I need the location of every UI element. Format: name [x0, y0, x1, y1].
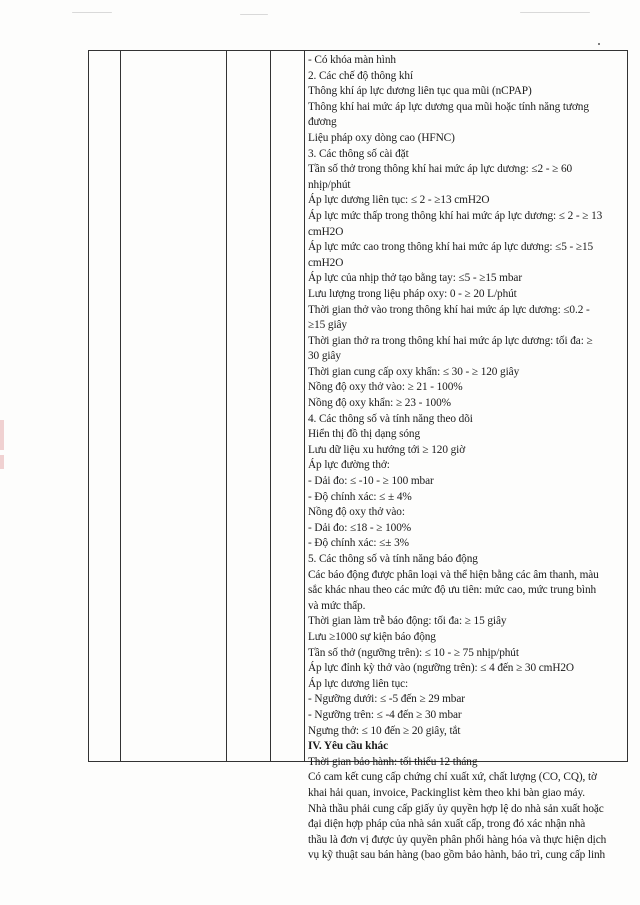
spec-line: cmH2O [308, 225, 344, 238]
spec-line: Tần số thở (ngưỡng trên): ≤ 10 - ≥ 75 nhịp/phút [308, 646, 519, 659]
spec-line: Thời gian bảo hành: tối thiểu 12 tháng [308, 755, 478, 768]
spec-line: sắc khác nhau theo các mức độ ưu tiên: mức cao, mức trung bình [308, 584, 597, 597]
spec-line: - Có khóa màn hình [308, 54, 396, 66]
spec-line: 4. Các thông số và tính năng theo dõi [308, 412, 473, 425]
spec-line: Thời gian làm trễ báo động: tối đa: ≥ 15 giây [308, 615, 507, 628]
spec-line: 30 giây [308, 350, 341, 363]
spec-line: Áp lực dương liên tục: [308, 677, 409, 690]
spec-line: cmH2O [308, 256, 344, 269]
spec-line: Áp lực đỉnh kỳ thở vào (ngưỡng trên): ≤ 4 đến ≥ 30 cmH2O [308, 662, 574, 675]
spec-line: 5. Các thông số và tính năng báo động [308, 553, 478, 565]
spec-line: đại diện hợp pháp của nhà sản xuất cấp, trong đó xác nhận nhà [308, 818, 586, 831]
spec-line: và mức thấp. [308, 599, 366, 612]
spec-line: Thông khí áp lực dương liên tục qua mũi (nCPAP) [308, 85, 532, 98]
column-divider [120, 51, 121, 761]
spec-line: Nồng độ oxy khẩn: ≥ 23 - 100% [308, 397, 451, 410]
scan-mark [520, 12, 590, 13]
spec-line: thầu là đơn vị được ủy quyền phân phối hàng hóa và thực hiện dịch [308, 833, 607, 846]
spec-table [88, 50, 628, 862]
scan-mark [72, 12, 112, 13]
spec-line: Liệu pháp oxy dòng cao (HFNC) [308, 131, 455, 144]
spec-line: Lưu dữ liệu xu hướng tới ≥ 120 giờ [308, 443, 466, 456]
spec-line: khai hải quan, invoice, Packinglist kèm theo khi bàn giao máy. [308, 786, 585, 799]
spec-line: Thời gian thở vào trong thông khí hai mức áp lực dương: ≤0.2 - [308, 303, 590, 316]
scan-mark [240, 14, 268, 15]
spec-line: Nồng độ oxy thở vào: ≥ 21 - 100% [308, 381, 463, 394]
scan-mark [598, 43, 600, 45]
column-divider [270, 51, 271, 761]
column-divider [226, 51, 227, 761]
spec-line: nhịp/phút [308, 178, 351, 191]
spec-line: Thời gian thở ra trong thông khí hai mức áp lực dương: tối đa: ≥ [308, 334, 593, 347]
spec-line: 2. Các chế độ thông khí [308, 69, 413, 82]
spec-line: Áp lực mức thấp trong thông khí hai mức áp lực dương: ≤ 2 - ≥ 13 [308, 209, 603, 222]
spec-line: Hiển thị đồ thị dạng sóng [308, 428, 421, 441]
spec-line: 3. Các thông số cài đặt [308, 147, 409, 160]
spec-line: Lưu ≥1000 sự kiện báo động [308, 630, 436, 643]
spec-line: vụ kỹ thuật sau bán hàng (bao gồm bảo hành, bảo trì, cung cấp linh [308, 849, 606, 862]
spec-line: Lưu lượng trong liệu pháp oxy: 0 - ≥ 20 L/phút [308, 287, 517, 300]
spec-line: Ngưng thở: ≤ 10 đến ≥ 20 giây, tắt [308, 724, 461, 737]
spec-line: - Ngưỡng trên: ≤ -4 đến ≥ 30 mbar [308, 708, 462, 721]
spec-line: - Độ chính xác: ≤± 3% [308, 537, 409, 550]
scan-stain [0, 420, 4, 450]
spec-line: - Ngưỡng dưới: ≤ -5 đến ≥ 29 mbar [308, 693, 465, 706]
spec-line: Áp lực của nhịp thở tạo bằng tay: ≤5 - ≥15 mbar [308, 272, 522, 285]
spec-line: - Dải đo: ≤18 - ≥ 100% [308, 521, 412, 534]
column-divider [304, 51, 305, 761]
spec-line: Áp lực mức cao trong thông khí hai mức áp lực dương: ≤5 - ≥15 [308, 241, 594, 254]
spec-line: Nồng độ oxy thở vào: [308, 506, 405, 519]
spec-line: - Dải đo: ≤ -10 - ≥ 100 mbar [308, 475, 434, 488]
spec-line: Thông khí hai mức áp lực dương qua mũi hoặc tính năng tương [308, 100, 589, 113]
spec-line: ≥15 giây [308, 319, 347, 332]
scan-stain [0, 455, 4, 469]
spec-line: Có cam kết cung cấp chứng chỉ xuất xứ, chất lượng (CO, CQ), tờ [308, 771, 597, 784]
spec-line: Nhà thầu phải cung cấp giấy ủy quyền hợp lệ do nhà sản xuất hoặc [308, 802, 604, 815]
spec-line: đương [308, 116, 337, 129]
spec-line: Thời gian cung cấp oxy khẩn: ≤ 30 - ≥ 120 giây [308, 365, 520, 378]
spec-content-cell [308, 53, 624, 862]
spec-line: Tần số thở trong thông khí hai mức áp lực dương: ≤2 - ≥ 60 [308, 163, 573, 176]
spec-line: Áp lực đường thở: [308, 459, 390, 472]
section-heading: IV. Yêu cầu khác [308, 740, 389, 753]
spec-line: Áp lực dương liên tục: ≤ 2 - ≥13 cmH2O [308, 194, 490, 207]
spec-line: Các báo động được phân loại và thể hiện bằng các âm thanh, màu [308, 568, 599, 581]
spec-line: - Độ chính xác: ≤ ± 4% [308, 490, 412, 503]
